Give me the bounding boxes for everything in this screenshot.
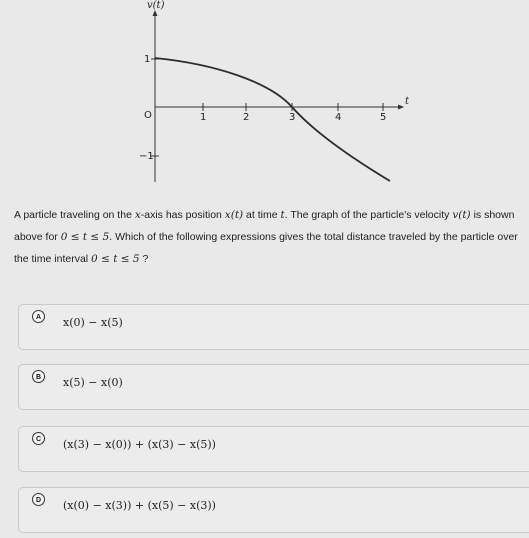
question-part: ? bbox=[139, 253, 149, 265]
x-tick-label-5: 5 bbox=[380, 112, 387, 123]
choice-expression: x(0) − x(5) bbox=[63, 316, 123, 329]
question-text bbox=[14, 204, 519, 270]
math-interval: 0 ≤ t ≤ 5 bbox=[60, 231, 110, 243]
choice-letter-badge: C bbox=[32, 432, 45, 445]
math-position: x(t) bbox=[224, 209, 244, 221]
y-tick-label-neg1: −1 bbox=[139, 151, 154, 162]
choice-expression: x(5) − x(0) bbox=[63, 376, 123, 389]
question-part: A particle traveling on the bbox=[14, 209, 135, 221]
math-interval: 0 ≤ t ≤ 5 bbox=[91, 253, 140, 265]
choice-expression: (x(0) − x(3)) + (x(5) − x(3)) bbox=[63, 499, 216, 512]
x-tick-label-3: 3 bbox=[289, 112, 296, 123]
question-part: is shown above for bbox=[14, 209, 515, 243]
x-tick-label-2: 2 bbox=[243, 112, 250, 123]
choice-expression: (x(3) − x(0)) + (x(3) − x(5)) bbox=[63, 438, 216, 451]
choice-letter-badge: D bbox=[32, 493, 45, 506]
question-part: at time bbox=[243, 209, 281, 221]
choice-b[interactable] bbox=[18, 364, 529, 410]
question-part: . The graph of the particle's velocity bbox=[284, 209, 453, 221]
math-t: t bbox=[280, 209, 285, 221]
question-part: . Which of the following expressions gives the total distance traveled by the particle over the time interval bbox=[14, 231, 518, 265]
math-x: x bbox=[134, 209, 141, 221]
velocity-graph bbox=[0, 0, 529, 200]
x-tick-label-4: 4 bbox=[335, 112, 342, 123]
velocity-curve bbox=[155, 58, 390, 181]
choice-letter-badge: B bbox=[32, 370, 45, 383]
y-axis-label: v(t) bbox=[147, 0, 165, 11]
choice-a[interactable] bbox=[18, 304, 529, 350]
x-axis-label: t bbox=[405, 96, 410, 107]
origin-label: O bbox=[144, 110, 152, 121]
question-part: -axis has position bbox=[140, 209, 225, 221]
choice-c[interactable] bbox=[18, 426, 529, 472]
x-tick-label-1: 1 bbox=[200, 112, 207, 123]
choice-letter-badge: A bbox=[32, 310, 45, 323]
y-tick-label-1: 1 bbox=[144, 54, 151, 65]
x-axis-arrow bbox=[398, 105, 404, 110]
math-velocity: v(t) bbox=[452, 209, 471, 221]
choice-d[interactable] bbox=[18, 487, 529, 533]
